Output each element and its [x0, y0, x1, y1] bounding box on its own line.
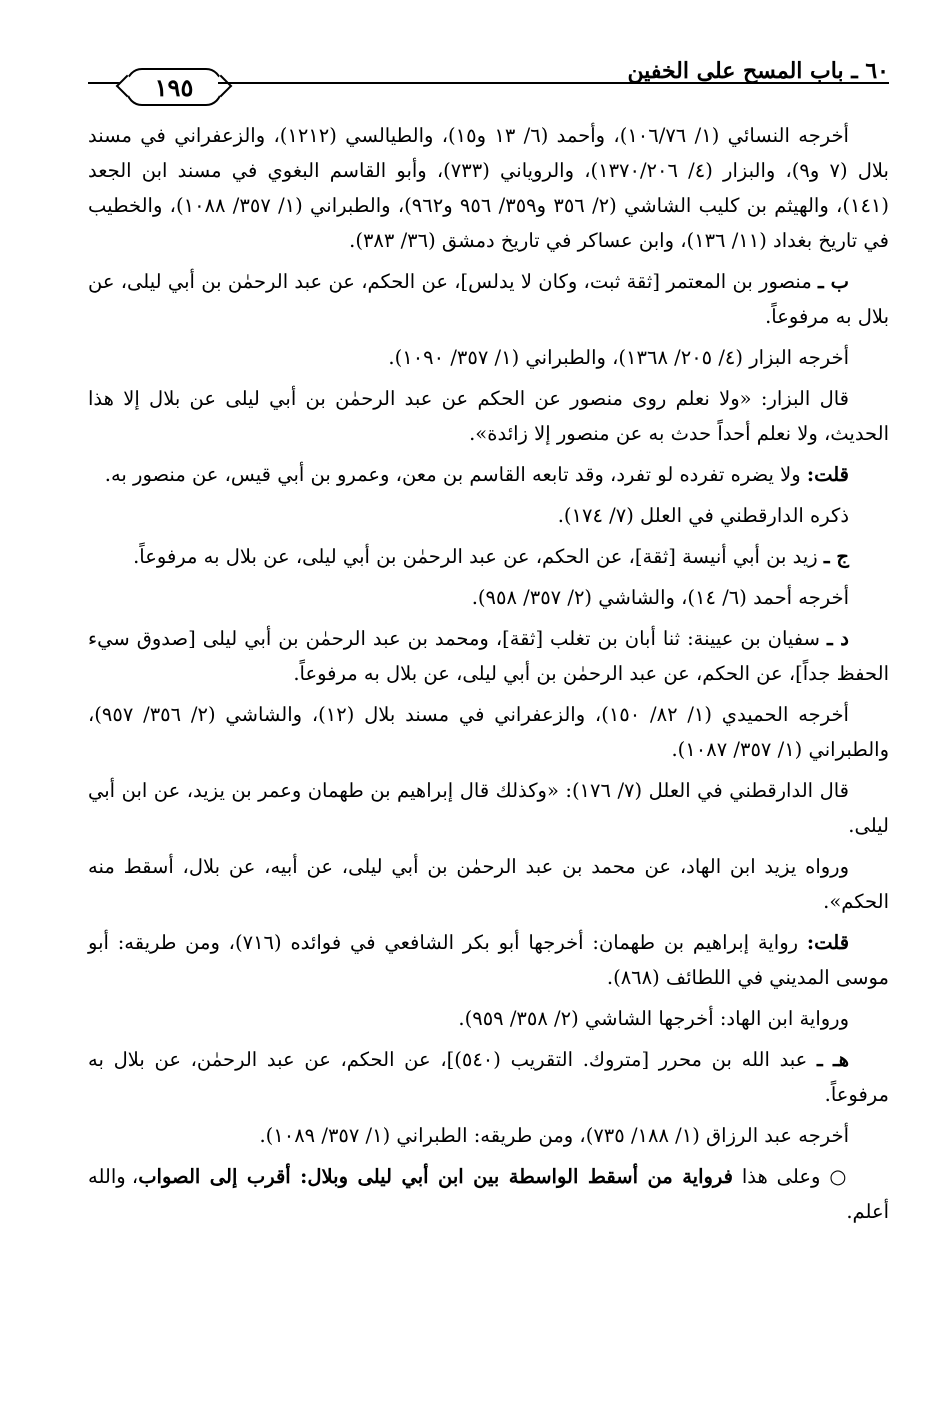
paragraph-text: أخرجه أحمد (٦/ ١٤)، والشاشي (٢/ ٣٥٧/ ٩٥٨).	[471, 586, 849, 609]
paragraph-text: ذكره الدارقطني في العلل (٧/ ١٧٤).	[557, 504, 849, 527]
paragraph-text: ورواية ابن الهاد: أخرجها الشاشي (٢/ ٣٥٨/ ٩٥٩).	[458, 1007, 849, 1030]
paragraph-label: هـ ـ	[817, 1048, 849, 1071]
paragraph-text: قال الدارقطني في العلل (٧/ ١٧٦): «وكذلك قال إبراهيم بن طهمان وعمر بن يزيد، عن ابن أبي ليلى.	[88, 779, 889, 837]
paragraph-label: قلت:	[806, 931, 850, 954]
paragraph-text: ورواه يزيد ابن الهاد، عن محمد بن عبد الرحمٰن بن أبي ليلى، عن أبيه، عن بلال، أسقط منه الحكم».	[88, 855, 889, 913]
paragraph-label: قلت:	[806, 463, 849, 486]
paragraph-text: سفيان بن عيينة: ثنا أبان بن تغلب [ثقة]، ومحمد بن عبد الرحمٰن بن أبي ليلى [صدوق سيء الحفظ جداً]، عن الحكم، عن عبد الرحمٰن بن أبي ليلى، عن بلال به مرفوعاً.	[88, 627, 889, 685]
paragraph	[88, 498, 889, 533]
paragraph	[88, 340, 889, 375]
page-number: ١٩٥	[154, 72, 194, 102]
page-header	[88, 52, 889, 102]
chapter-title: ٦٠ ـ باب المسح على الخفين	[627, 58, 889, 84]
paragraph-text: منصور بن المعتمر [ثقة ثبت، وكان لا يدلس]، عن الحكم، عن عبد الرحمٰن بن أبي ليلى، عن بلال به مرفوعاً.	[88, 270, 889, 328]
paragraph	[88, 539, 889, 574]
paragraph-label: ب ـ	[818, 270, 849, 293]
paragraph-text: رواية إبراهيم بن طهمان: أخرجها أبو بكر الشافعي في فوائده (٧١٦)، ومن طريقه: أبو موسى المديني في اللطائف (٨٦٨).	[88, 931, 889, 989]
paragraph	[88, 697, 889, 767]
paragraph	[88, 381, 889, 451]
paragraph-text: أخرجه البزار (٤/ ٢٠٥/ ١٣٦٨)، والطبراني (١/ ٣٥٧/ ١٠٩٠).	[388, 346, 849, 369]
paragraph-label: د ـ	[827, 627, 849, 650]
paragraph-text: زيد بن أبي أنيسة [ثقة]، عن الحكم، عن عبد الرحمٰن بن أبي ليلى، عن بلال به مرفوعاً.	[133, 545, 824, 568]
paragraph	[88, 264, 889, 334]
paragraph-text: أخرجه النسائي (١/ ١٠٦/٧٦)، وأحمد (٦/ ١٣ و١٥)، والطيالسي (١٢١٢)، والزعفراني في مسند بلال (٧ و٩)، والبزار (٤/ ١٣٧٠/٢٠٦)، والروياني (٧٣٣)، وأبو القاسم البغوي في مسند ابن الجعد (١٤١)، والهيثم بن كليب الشاشي (٢/ ٣٥٦ و٣٥٩/ ٩٥٦ و٩٦٢)، والطبراني (١/ ٣٥٧/ ١٠٨٨)، والخطيب في تاريخ بغداد (١١/ ١٣٦)، وابن عساكر في تاريخ دمشق (٣٦/ ٣٨٣).	[88, 124, 889, 252]
paragraph-label: ج ـ	[823, 545, 849, 568]
paragraph	[88, 580, 889, 615]
conclusion-pre: وعلى هذا	[733, 1165, 830, 1188]
paragraph	[88, 621, 889, 691]
conclusion-post: ، والله أعلم.	[88, 1165, 889, 1223]
paragraph	[88, 118, 889, 258]
page-body	[88, 118, 889, 1235]
page-number-badge	[126, 68, 222, 106]
conclusion-paragraph	[88, 1159, 889, 1229]
paragraph	[88, 1042, 889, 1112]
paragraph	[88, 773, 889, 843]
paragraph-text: قال البزار: «ولا نعلم روى منصور عن الحكم عن عبد الرحمٰن بن أبي ليلى عن بلال إلا هذا الحديث، ولا نعلم أحداً حدث به عن منصور إلا زائدة».	[88, 387, 889, 445]
paragraph	[88, 849, 889, 919]
paragraph-text: عبد الله بن محرر [متروك. التقريب (٥٤٠)]، عن الحكم، عن عبد الرحمٰن، عن بلال به مرفوعاً.	[88, 1048, 889, 1106]
paragraph	[88, 1118, 889, 1153]
paragraph	[88, 1001, 889, 1036]
paragraph-text: أخرجه عبد الرزاق (١/ ١٨٨/ ٧٣٥)، ومن طريقه: الطبراني (١/ ٣٥٧/ ١٠٨٩).	[259, 1124, 849, 1147]
paragraph-text: أخرجه الحميدي (١/ ٨٢/ ١٥٠)، والزعفراني في مسند بلال (١٢)، والشاشي (٢/ ٣٥٦/ ٩٥٧)، والطبراني (١/ ٣٥٧/ ١٠٨٧).	[88, 703, 889, 761]
conclusion-bullet: ○	[829, 1165, 849, 1188]
paragraph	[88, 457, 889, 492]
paragraph	[88, 925, 889, 995]
paragraph-text: ولا يضره تفرده لو تفرد، وقد تابعه القاسم بن معن، وعمرو بن أبي قيس، عن منصور به.	[104, 463, 807, 486]
conclusion-bold: فرواية من أسقط الواسطة بين ابن أبي ليلى وبلال: أقرب إلى الصواب	[138, 1165, 733, 1188]
